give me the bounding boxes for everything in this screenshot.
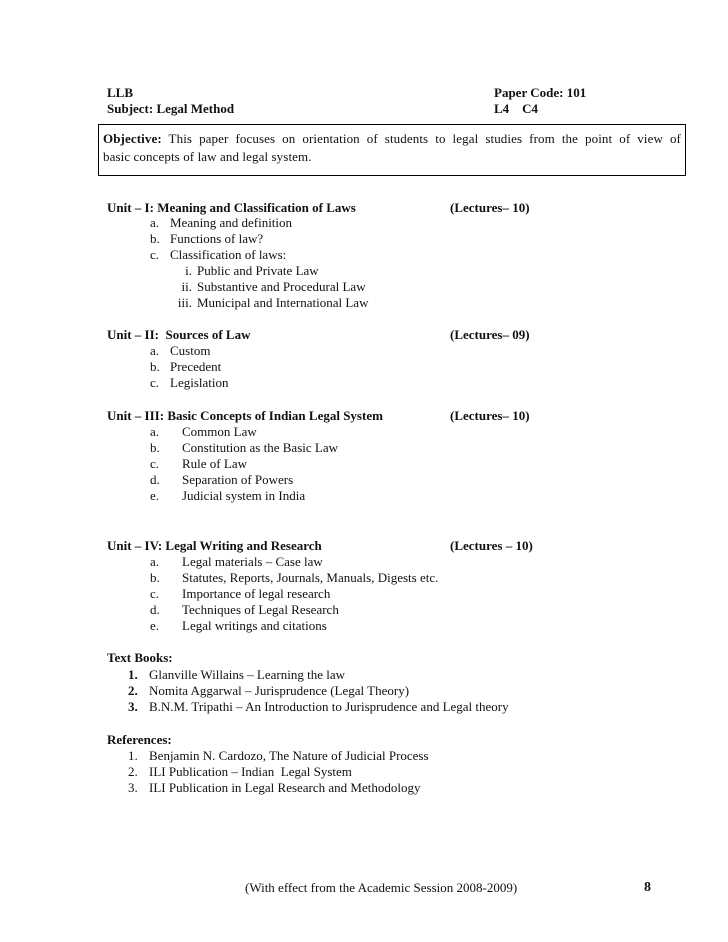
- objective-box: [98, 124, 686, 176]
- unit-2-title: Unit – II: Sources of Law: [107, 327, 251, 342]
- references-heading: References:: [107, 732, 172, 747]
- reference-item: 1. Benjamin N. Cardozo, The Nature of Judicial Process: [128, 748, 429, 763]
- unit-2-item: c. Legislation: [150, 375, 229, 390]
- text-book-item: 2. Nomita Aggarwal – Jurisprudence (Legal Theory): [128, 683, 410, 698]
- unit-1-item: a. Meaning and definition: [150, 215, 293, 230]
- unit-2-item: a. Custom: [150, 343, 211, 358]
- subject-title: Subject: Legal Method: [107, 101, 235, 116]
- reference-item: 3. ILI Publication in Legal Research and Methodology: [128, 780, 421, 795]
- unit-2-lectures: (Lectures– 09): [450, 327, 530, 342]
- unit-3-item: b. Constitution as the Basic Law: [150, 440, 338, 455]
- unit-1-lectures: (Lectures– 10): [450, 200, 530, 215]
- objective-text-2: basic concepts of law and legal system.: [103, 149, 312, 164]
- unit-3-title: Unit – III: Basic Concepts of Indian Legal System: [107, 408, 383, 423]
- unit-4-item: e. Legal writings and citations: [150, 618, 327, 633]
- footer-effect-note: (With effect from the Academic Session 2008-2009): [245, 880, 518, 895]
- unit-1-item: b. Functions of law?: [150, 231, 264, 246]
- objective-label: Objective:: [103, 131, 162, 146]
- unit-3-item: c. Rule of Law: [150, 456, 247, 471]
- unit-3-item: e. Judicial system in India: [150, 488, 306, 503]
- credits: L4 C4: [494, 101, 539, 116]
- unit-4-item: d. Techniques of Legal Research: [150, 602, 339, 617]
- unit-1-subitem: ii. Substantive and Procedural Law: [181, 279, 366, 294]
- unit-1-subitem: i. Public and Private Law: [185, 263, 319, 278]
- unit-4-title: Unit – IV: Legal Writing and Research: [107, 538, 322, 553]
- unit-3-item: a. Common Law: [150, 424, 257, 439]
- objective-text-1: This paper focuses on orientation of students to legal studies from the point of view of: [168, 131, 681, 146]
- unit-4-item: b. Statutes, Reports, Journals, Manuals, Digests etc.: [150, 570, 439, 585]
- text-book-item: 3. B.N.M. Tripathi – An Introduction to Jurisprudence and Legal theory: [128, 699, 509, 714]
- unit-1-title: Unit – I: Meaning and Classification of Laws: [107, 200, 356, 215]
- page-number: 8: [644, 880, 651, 895]
- unit-1-subitem: iii. Municipal and International Law: [177, 295, 369, 310]
- text-book-item: 1. Glanville Willains – Learning the law: [128, 667, 345, 682]
- unit-4-lectures: (Lectures – 10): [450, 538, 533, 553]
- unit-3-item: d. Separation of Powers: [150, 472, 294, 487]
- unit-2-item: b. Precedent: [150, 359, 222, 374]
- paper-code: Paper Code: 101: [494, 85, 587, 100]
- unit-4-item: c. Importance of legal research: [150, 586, 331, 601]
- objective-line-1: [103, 130, 681, 148]
- course-name: LLB: [107, 85, 134, 100]
- unit-4-item: a. Legal materials – Case law: [150, 554, 323, 569]
- unit-3-lectures: (Lectures– 10): [450, 408, 530, 423]
- text-books-heading: Text Books:: [107, 650, 173, 665]
- unit-1-item: c. Classification of laws:: [150, 247, 287, 262]
- reference-item: 2. ILI Publication – Indian Legal System: [128, 764, 352, 779]
